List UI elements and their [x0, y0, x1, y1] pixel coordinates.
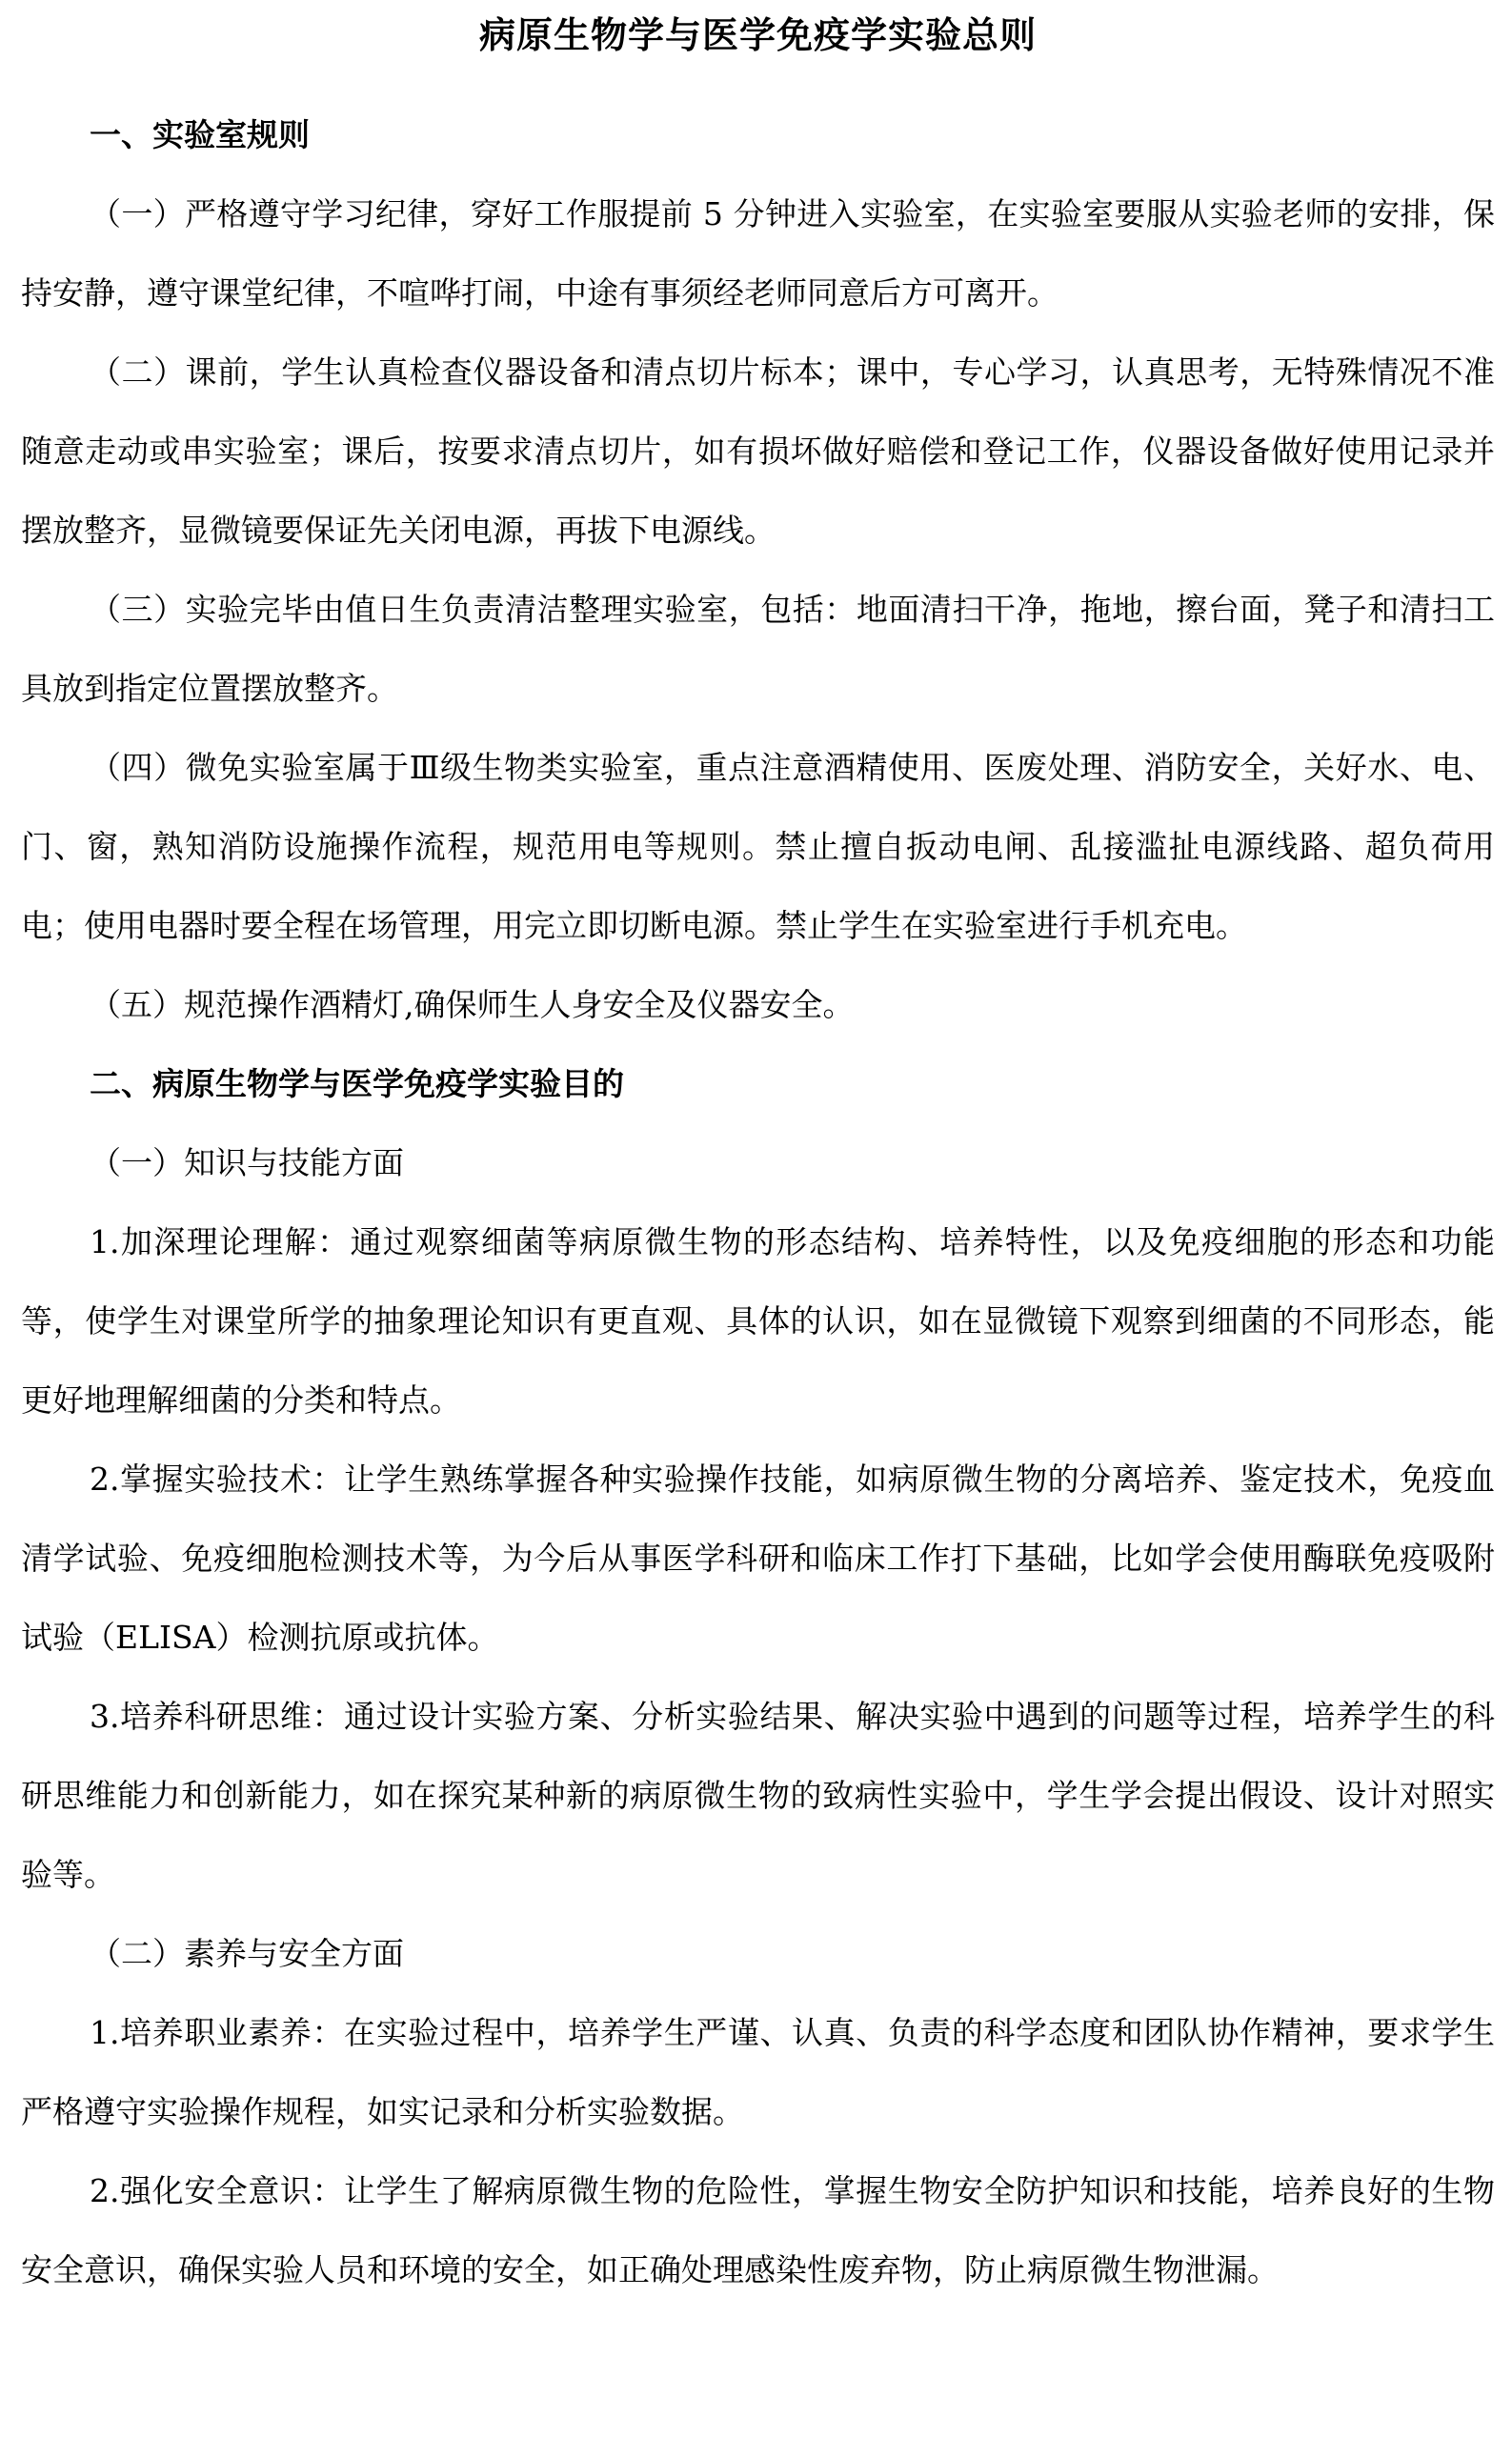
subsection-heading-knowledge-skills: （一）知识与技能方面	[90, 1144, 404, 1181]
rule-paragraph: （五）规范操作酒精灯,确保师生人身安全及仪器安全。	[90, 986, 855, 1023]
objective-paragraph: 1.培养职业素养：在实验过程中，培养学生严谨、认真、负责的科学态度和团队协作精神，要求学生严格遵守实验操作规程，如实记录和分析实验数据。	[21, 2014, 1495, 2130]
objective-paragraph: 3.培养科研思维：通过设计实验方案、分析实验结果、解决实验中遇到的问题等过程，培养学生的科研思维能力和创新能力，如在探究某种新的病原微生物的致病性实验中，学生学会提出假设、设计对照实验等。	[21, 1698, 1495, 1893]
document-title: 病原生物学与医学免疫学实验总则	[478, 14, 1037, 56]
objective-paragraph: 2.强化安全意识：让学生了解病原微生物的危险性，掌握生物安全防护知识和技能，培养良好的生物安全意识，确保实验人员和环境的安全，如正确处理感染性废弃物，防止病原微生物泄漏。	[21, 2172, 1495, 2288]
section-heading-lab-rules: 一、实验室规则	[90, 116, 310, 153]
subsection-heading-literacy-safety: （二）素养与安全方面	[90, 1935, 404, 1972]
rule-paragraph: （二）课前，学生认真检查仪器设备和清点切片标本；课中，专心学习，认真思考，无特殊情况不准随意走动或串实验室；课后，按要求清点切片，如有损坏做好赔偿和登记工作，仪器设备做好使用记录并摆放整齐，显微镜要保证先关闭电源，再拔下电源线。	[21, 353, 1495, 549]
objective-paragraph: 2.掌握实验技术：让学生熟练掌握各种实验操作技能，如病原微生物的分离培养、鉴定技术，免疫血清学试验、免疫细胞检测技术等，为今后从事医学科研和临床工作打下基础，比如学会使用酶联免疫吸附试验（ELISA）检测抗原或抗体。	[21, 1461, 1495, 1656]
objective-paragraph: 1.加深理论理解：通过观察细菌等病原微生物的形态结构、培养特性，以及免疫细胞的形态和功能等，使学生对课堂所学的抽象理论知识有更直观、具体的认识，如在显微镜下观察到细菌的不同形态，能更好地理解细菌的分类和特点。	[21, 1223, 1495, 1419]
rule-paragraph: （三）实验完毕由值日生负责清洁整理实验室，包括：地面清扫干净，拖地，擦台面，凳子和清扫工具放到指定位置摆放整齐。	[21, 591, 1495, 707]
rule-paragraph: （四）微免实验室属于Ⅲ级生物类实验室，重点注意酒精使用、医废处理、消防安全，关好水、电、门、窗，熟知消防设施操作流程，规范用电等规则。禁止擅自扳动电闸、乱接滥扯电源线路、超负荷用电；使用电器时要全程在场管理，用完立即切断电源。禁止学生在实验室进行手机充电。	[21, 749, 1495, 944]
section-heading-objectives: 二、病原生物学与医学免疫学实验目的	[90, 1065, 624, 1102]
title-spacer	[21, 59, 1495, 95]
rule-paragraph: （一）严格遵守学习纪律，穿好工作服提前 5 分钟进入实验室，在实验室要服从实验老师的安排，保持安静，遵守课堂纪律，不喧哗打闹，中途有事须经老师同意后方可离开。	[21, 195, 1495, 312]
